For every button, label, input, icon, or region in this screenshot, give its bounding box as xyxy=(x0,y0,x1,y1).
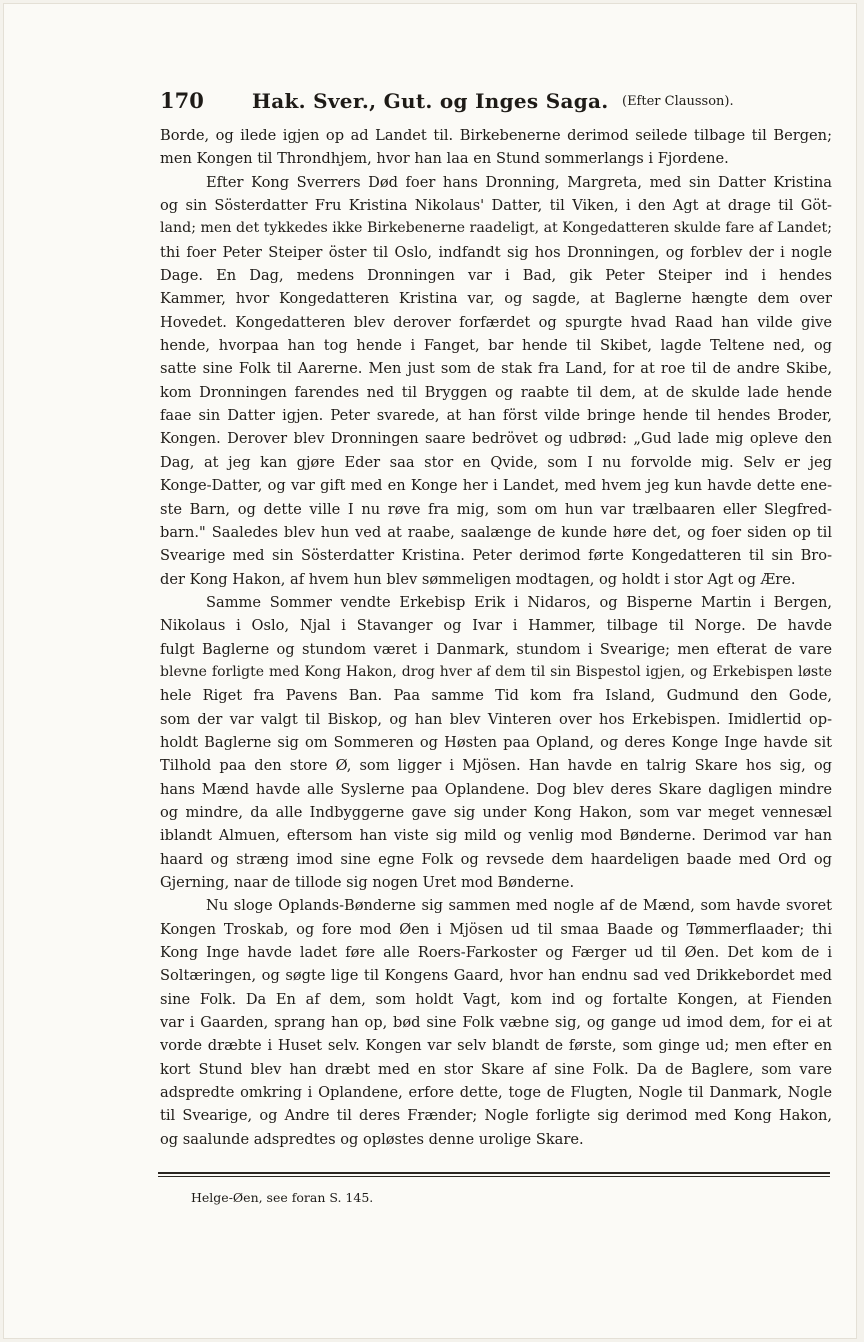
footnote-rule xyxy=(158,1172,830,1177)
text-line: var i Gaarden, sprang han op, bød sine Folk væbne sig, og gange ud imod dem, for ei at xyxy=(160,1014,832,1032)
text-line: faae sin Datter igjen. Peter svarede, at han först vilde bringe hende til hendes Broder, xyxy=(160,407,832,425)
text-line: blevne forligte med Kong Hakon, drog hver af dem til sin Bispestol igjen, og Erkebispen løste xyxy=(160,663,832,680)
text-line: kom Dronningen farendes ned til Bryggen og raabte til dem, at de skulde lade hende xyxy=(160,383,832,401)
page-number: 170 xyxy=(160,88,204,113)
text-line: Kammer, hvor Kongedatteren Kristina var, og sagde, at Baglerne hængte dem over xyxy=(160,290,832,308)
text-line: hende, hvorpaa han tog hende i Fanget, bar hende til Skibet, lagde Teltene ned, og xyxy=(160,337,832,355)
text-line: Konge-Datter, og var gift med en Konge her i Landet, med hvem jeg kun havde dette ene- xyxy=(160,477,832,495)
text-line: og saalunde adspredtes og opløstes denne urolige Skare. xyxy=(160,1130,584,1148)
text-line: Nu sloge Oplands-Bønderne sig sammen med nogle af de Mænd, som havde svoret xyxy=(206,897,832,915)
text-line: iblandt Almuen, eftersom han viste sig mild og venlig mod Bønderne. Derimod var han xyxy=(160,827,832,845)
text-line: land; men det tykkedes ikke Birkebenerne raadeligt, at Kongedatteren skulde fare af Landet; xyxy=(160,220,832,237)
running-title: Hak. Sver., Gut. og Inges Saga. xyxy=(252,89,609,113)
text-line: thi foer Peter Steiper öster til Oslo, indfandt sig hos Dronningen, og forblev der i nogle xyxy=(160,243,832,261)
text-line: fulgt Baglerne og stundom været i Danmark, stundom i Svearige; men efterat de vare xyxy=(160,640,832,658)
text-line: Soltæringen, og søgte lige til Kongens Gaard, hvor han endnu sad ved Drikkebordet med xyxy=(160,967,832,985)
text-line: som der var valgt til Biskop, og han blev Vinteren over hos Erkebispen. Imidlertid op- xyxy=(160,710,832,728)
text-line: og sin Sösterdatter Fru Kristina Nikolaus' Datter, til Viken, i den Agt at drage til Göt- xyxy=(160,197,832,215)
text-line: barn." Saaledes blev hun ved at raabe, saalænge de kunde høre det, og foer siden op til xyxy=(160,523,832,541)
text-line: Kong Inge havde ladet føre alle Roers-Farkoster og Færger ud til Øen. Det kom de i xyxy=(160,944,832,962)
text-line: Hovedet. Kongedatteren blev derover forfærdet og spurgte hvad Raad han vilde give xyxy=(160,313,832,331)
text-line: Nikolaus i Oslo, Njal i Stavanger og Ivar i Hammer, tilbage til Norge. De havde xyxy=(160,617,832,635)
text-line: til Svearige, og Andre til deres Frænder; Nogle forligte sig derimod med Kong Hakon, xyxy=(160,1107,832,1125)
text-line: hele Riget fra Pavens Ban. Paa samme Tid kom fra Island, Gudmund den Gode, xyxy=(160,687,832,705)
text-line: Samme Sommer vendte Erkebisp Erik i Nidaros, og Bisperne Martin i Bergen, xyxy=(206,593,832,611)
text-line: holdt Baglerne sig om Sommeren og Høsten paa Opland, og deres Konge Inge havde sit xyxy=(160,733,832,751)
text-line: Kongen Troskab, og fore mod Øen i Mjösen ud til smaa Baade og Tømmerflaader; thi xyxy=(160,920,832,938)
text-line: Gjerning, naar de tillode sig nogen Uret mod Bønderne. xyxy=(160,874,575,891)
text-line: Borde, og ilede igjen op ad Landet til. Birkebenerne derimod seilede tilbage til Bergen; xyxy=(160,127,832,144)
text-line: adspredte omkring i Oplandene, erfore dette, toge de Flugten, Nogle til Danmark, Nogle xyxy=(160,1084,832,1102)
text-line: Dag, at jeg kan gjøre Eder saa stor en Qvide, som I nu forvolde mig. Selv er jeg xyxy=(160,453,832,471)
text-line: der Kong Hakon, af hvem hun blev sømmeligen modtagen, og holdt i stor Agt og Ære. xyxy=(160,570,796,588)
text-line: kort Stund blev han dræbt med en stor Skare af sine Folk. Da de Baglere, som vare xyxy=(160,1060,832,1078)
body-text xyxy=(160,124,832,1151)
text-line: Svearige med sin Sösterdatter Kristina. Peter derimod førte Kongedatteren til sin Bro- xyxy=(160,547,832,565)
text-line: men Kongen til Throndhjem, hvor han laa en Stund sommerlangs i Fjordene. xyxy=(160,150,729,168)
text-line: hans Mænd havde alle Syslerne paa Oplandene. Dog blev deres Skare dagligen mindre xyxy=(160,780,832,798)
text-line: haard og stræng imod sine egne Folk og revsede dem haardeligen baade med Ord og xyxy=(160,850,832,868)
running-title-note: (Efter Clausson). xyxy=(622,94,734,109)
text-line: Dage. En Dag, medens Dronningen var i Bad, gik Peter Steiper ind i hendes xyxy=(160,267,832,285)
text-line: sine Folk. Da En af dem, som holdt Vagt, kom ind og fortalte Kongen, at Fienden xyxy=(160,990,832,1008)
text-line: og mindre, da alle Indbyggerne gave sig under Kong Hakon, som var meget vennesæl xyxy=(160,803,832,821)
running-header xyxy=(160,88,832,116)
text-line: ste Barn, og dette ville I nu røve fra mig, som om hun var trælbaaren eller Slegfred- xyxy=(160,500,832,518)
text-line: Kongen. Derover blev Dronningen saare bedrövet og udbrød: „Gud lade mig opleve den xyxy=(160,430,832,448)
text-line: vorde dræbte i Huset selv. Kongen var selv blandt de første, som ginge ud; men efter en xyxy=(160,1037,832,1055)
text-line: Efter Kong Sverrers Død foer hans Dronning, Margreta, med sin Datter Kristina xyxy=(206,173,832,191)
text-line: Tilhold paa den store Ø, som ligger i Mjösen. Han havde en talrig Skare hos sig, og xyxy=(160,757,832,775)
text-line: satte sine Folk til Aarerne. Men just som de stak fra Land, for at roe til de andre Skibe, xyxy=(160,360,832,378)
footnote: Helge-Øen, see foran S. 145. xyxy=(191,1190,374,1205)
book-page xyxy=(4,4,856,1338)
